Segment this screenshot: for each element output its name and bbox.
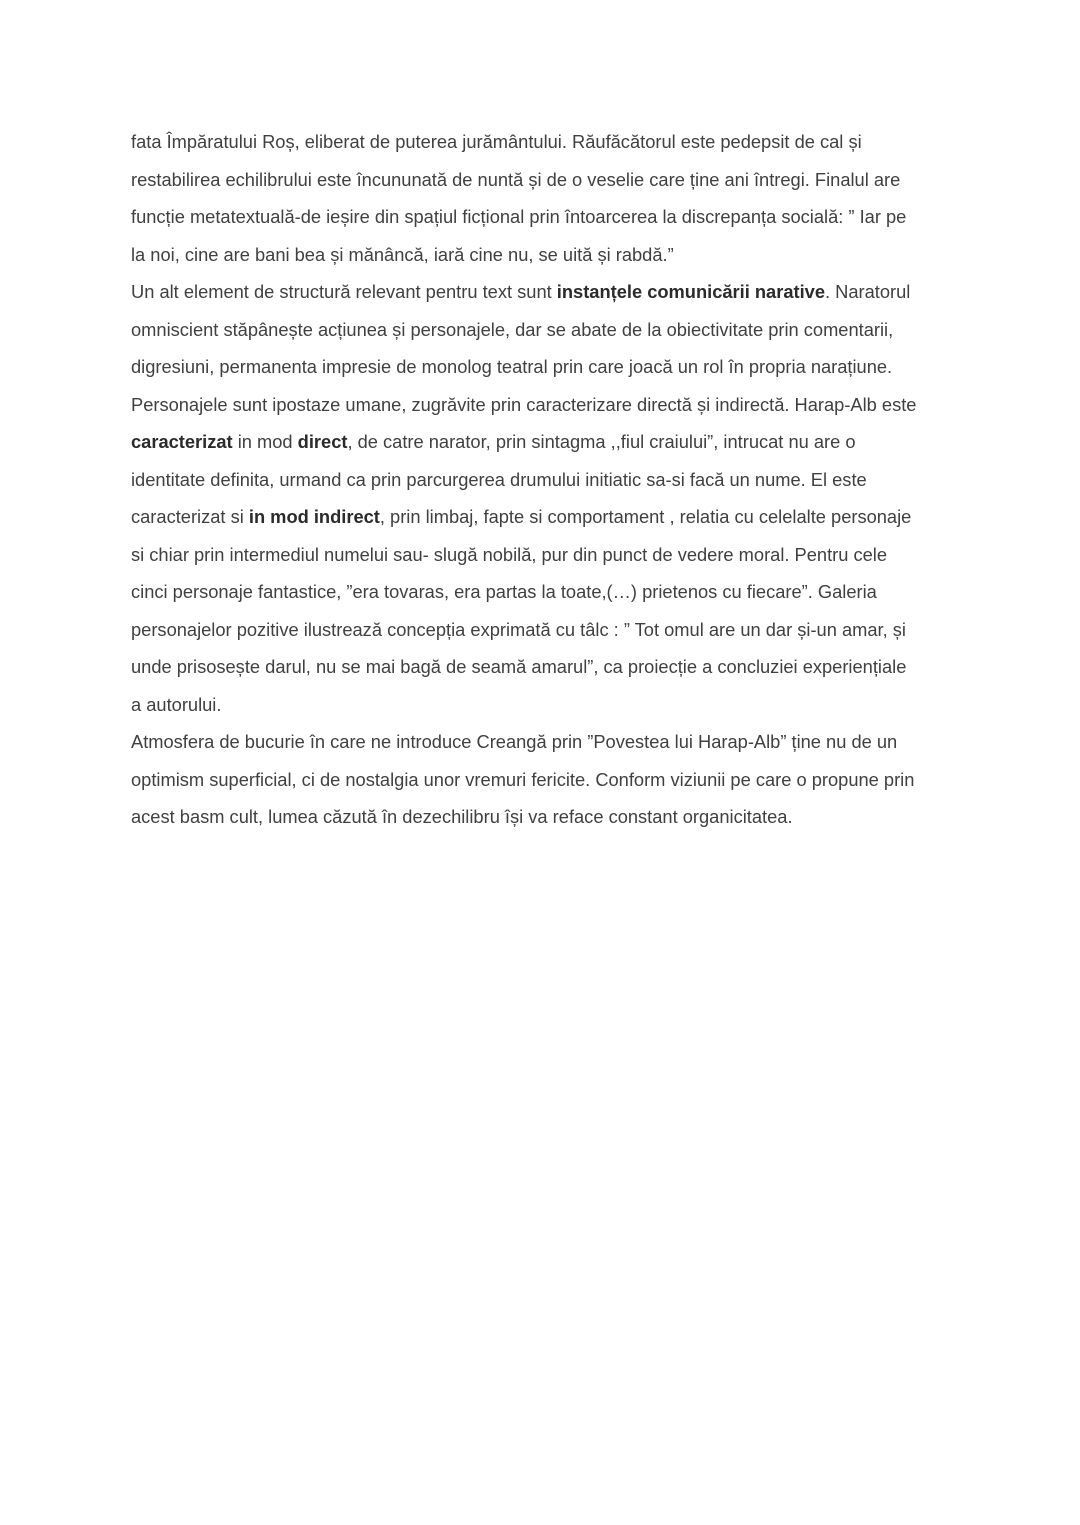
text-segment: personajelor pozitive ilustrează concepția exprimată cu tâlc : ” Tot omul are un dar și-un amar, și: [131, 618, 906, 640]
text-segment: Personajele sunt ipostaze umane, zugrăvite prin caracterizare directă și indirectă. Harap-Alb este: [131, 393, 917, 415]
text-line: [131, 498, 961, 536]
text-segment: , de catre narator, prin sintagma ,,fiul craiului”, intrucat nu are o: [347, 431, 856, 452]
text-segment: unde prisosește darul, nu se mai bagă de seamă amarul”, ca proiecție a concluziei experiențiale: [131, 656, 907, 677]
text-segment: in mod: [232, 431, 298, 452]
text-line: [131, 198, 961, 236]
bold-text-segment: instanțele comunicării narative: [556, 281, 826, 302]
text-segment: identitate definita, urmand ca prin parcurgerea drumului initiatic sa-si facă un nume. El este: [131, 468, 867, 490]
text-segment: caracterizat si: [131, 506, 249, 527]
text-line: [131, 798, 961, 836]
text-line: [131, 648, 961, 686]
text-segment: , prin limbaj, fapte si comportament , relatia cu celelalte personaje: [379, 506, 912, 527]
text-segment: acest basm cult, lumea căzută în dezechilibru își va reface constant organicitatea.: [131, 806, 793, 827]
text-segment: Atmosfera de bucurie în care ne introduce Creangă prin ”Povestea lui Harap-Alb” ține nu de un: [131, 731, 898, 752]
text-line: [131, 236, 961, 274]
text-segment: a autorului.: [131, 693, 222, 715]
text-segment: . Naratorul: [825, 281, 911, 302]
text-segment: restabilirea echilibrului este încununată de nuntă și de o veselie care ține ani întregi. Finalul are: [131, 168, 901, 190]
text-line: [131, 311, 961, 349]
text-line: [131, 386, 961, 424]
text-line: [131, 686, 961, 724]
text-line: [131, 423, 961, 461]
text-line: [131, 461, 961, 499]
text-segment: cinci personaje fantastice, ”era tovaras, era partas la toate,(…) prietenos cu fiecare”. Galeria: [131, 581, 877, 602]
text-line: [131, 348, 961, 386]
document-body: [131, 123, 961, 836]
text-line: [131, 536, 961, 574]
text-segment: si chiar prin intermediul numelui sau- slugă nobilă, pur din punct de vedere moral. Pentru cele: [131, 543, 888, 565]
text-segment: Un alt element de structură relevant pentru text sunt: [131, 281, 557, 302]
bold-text-segment: direct: [297, 431, 348, 452]
text-segment: optimism superficial, ci de nostalgia unor vremuri fericite. Conform viziunii pe care o propune prin: [131, 768, 915, 790]
text-segment: digresiuni, permanenta impresie de monolog teatral prin care joacă un rol în propria narațiune.: [131, 356, 893, 377]
text-segment: omniscient stăpânește acțiunea și personajele, dar se abate de la obiectivitate prin comentarii,: [131, 318, 894, 340]
text-line: [131, 611, 961, 649]
text-line: [131, 723, 961, 761]
text-line: [131, 273, 961, 311]
text-segment: la noi, cine are bani bea și mănâncă, iară cine nu, se uită și rabdă.”: [131, 243, 674, 265]
text-line: [131, 123, 961, 161]
text-line: [131, 761, 961, 799]
text-line: [131, 573, 961, 611]
bold-text-segment: in mod indirect: [248, 506, 380, 527]
bold-text-segment: caracterizat: [131, 431, 233, 452]
text-segment: fata Împăratului Roș, eliberat de puterea jurământului. Răufăcătorul este pedepsit de cal și: [131, 131, 862, 152]
text-line: [131, 161, 961, 199]
text-segment: funcție metatextuală-de ieșire din spațiul ficțional prin întoarcerea la discrepanța socială: ” Iar pe: [131, 206, 907, 227]
